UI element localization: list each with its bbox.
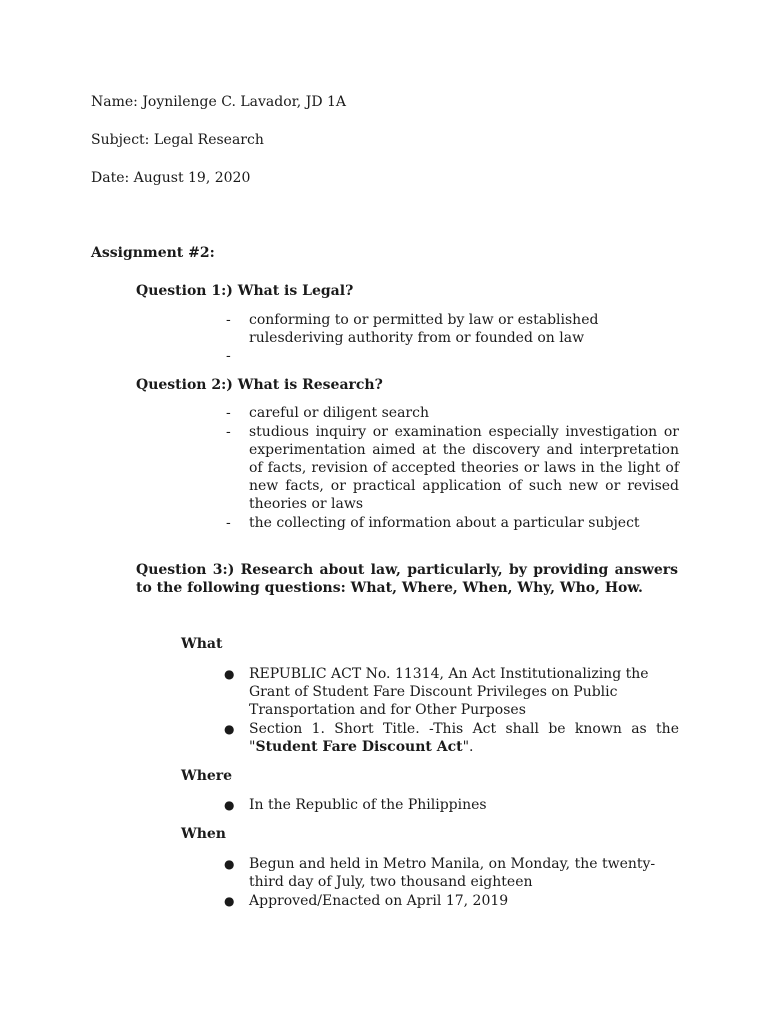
- dash-marker: -: [226, 515, 231, 531]
- when-heading: When: [181, 826, 226, 842]
- q2-item-1: careful or diligent search: [249, 405, 429, 421]
- act-short-title: Student Fare Discount Act: [255, 739, 463, 755]
- what-heading: What: [181, 636, 223, 652]
- bullet-marker: ●: [224, 894, 235, 908]
- bullet-marker: ●: [224, 857, 235, 871]
- name-line: Name: Joynilenge C. Lavador, JD 1A: [91, 94, 347, 110]
- dash-marker: -: [226, 312, 231, 328]
- bullet-marker: ●: [224, 722, 235, 736]
- where-heading: Where: [181, 768, 233, 784]
- what-item-1: REPUBLIC ACT No. 11314, An Act Institutionalizing the Grant of Student Fare Discount Privileges on Public Transportation and for Other Purposes: [249, 666, 649, 718]
- what-item-2: [249, 720, 679, 756]
- bullet-marker: ●: [224, 798, 235, 812]
- when-item-1: Begun and held in Metro Manila, on Monday, the twenty-third day of July, two thousand eighteen: [249, 856, 656, 890]
- q2-item-3: the collecting of information about a particular subject: [249, 515, 640, 531]
- q1-item-1: conforming to or permitted by law or established rulesderiving authority from or founded on law: [249, 312, 599, 346]
- short-title-prefix: Section 1. Short Title. -This Act shall be known as the ": [249, 721, 679, 755]
- dash-marker: -: [226, 424, 231, 440]
- q2-item-2: studious inquiry or examination especially investigation or experimentation aimed at the discovery and interpretation of facts, revision of accepted theories or laws in the light of new facts, or practical application of such new or revised theories or laws: [249, 424, 679, 512]
- assignment-title: Assignment #2:: [91, 245, 215, 261]
- bullet-marker: ●: [224, 667, 235, 681]
- dash-marker: -: [226, 405, 231, 421]
- when-item-2: Approved/Enacted on April 17, 2019: [249, 893, 509, 909]
- question-3-title: Question 3:) Research about law, particularly, by providing answers to the following questions: What, Where, When, Why, Who, How.: [136, 562, 678, 596]
- date-line: Date: August 19, 2020: [91, 170, 251, 186]
- subject-line: Subject: Legal Research: [91, 132, 264, 148]
- dash-marker: -: [226, 348, 231, 364]
- where-item-1: In the Republic of the Philippines: [249, 797, 487, 813]
- question-2-title: Question 2:) What is Research?: [136, 377, 383, 393]
- question-1-title: Question 1:) What is Legal?: [136, 283, 354, 299]
- short-title-suffix: ".: [462, 739, 474, 755]
